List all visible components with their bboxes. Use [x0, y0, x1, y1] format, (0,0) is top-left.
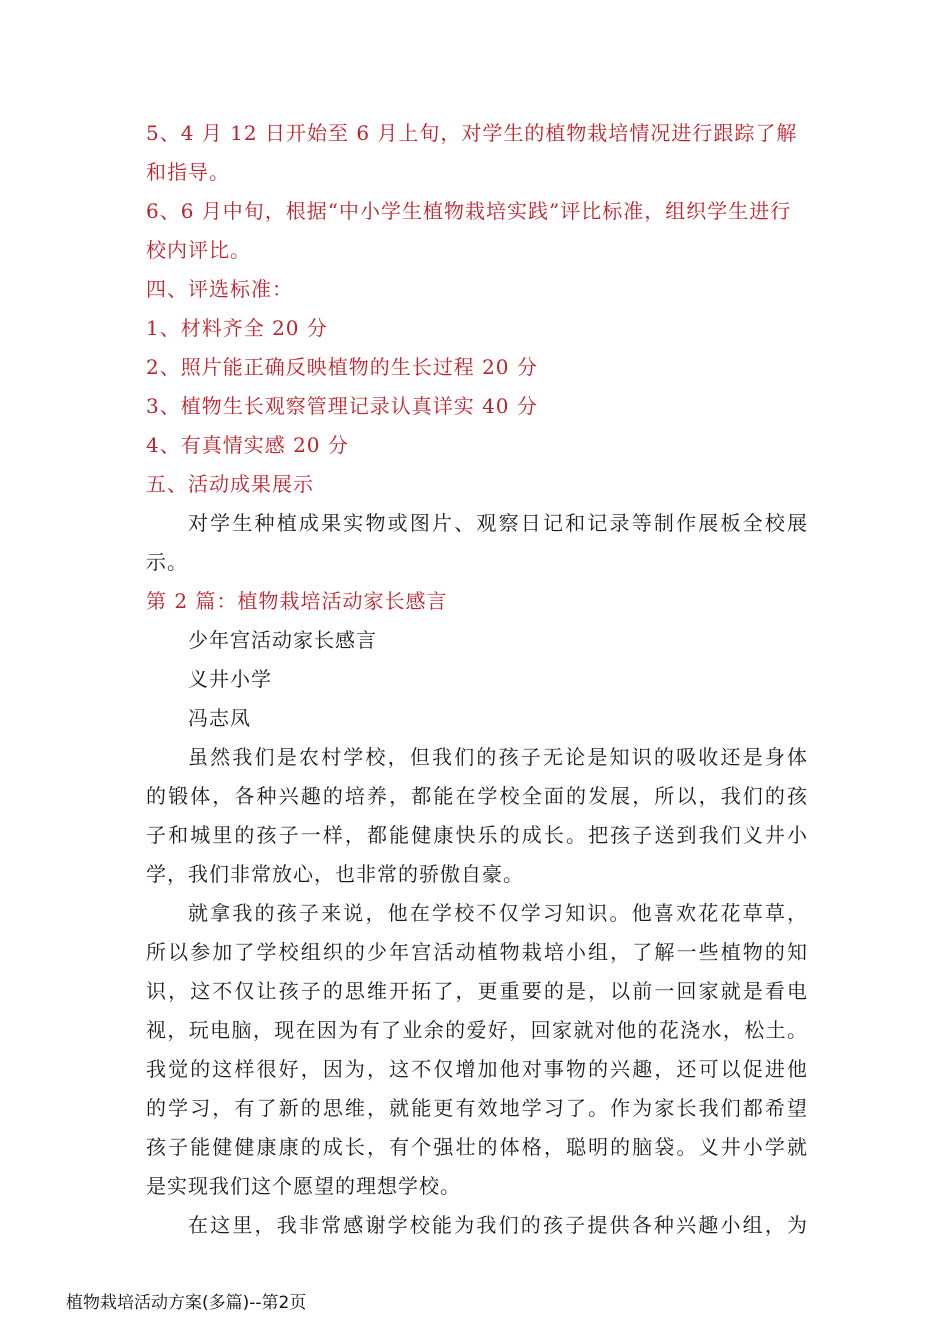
criterion-1: 1、材料齐全 20 分: [146, 316, 328, 340]
paragraph-1: [146, 738, 808, 894]
paragraph-2-line-1: 就拿我的孩子来说，他在学校不仅学习知识。他喜欢花花草草，: [188, 901, 808, 925]
section-4-heading: 四、评选标准：: [146, 277, 293, 301]
paragraph-2-line-7: 孩子能健健康康的成长，有个强壮的体格，聪明的脑袋。义井小学就: [146, 1135, 808, 1159]
paragraph-2-line-4: 视，玩电脑，现在因为有了业余的爱好，回家就对他的花浇水，松土。: [146, 1018, 808, 1042]
section-5-text-line-2: 示。: [146, 550, 188, 574]
paragraph-2: [146, 894, 808, 1206]
paragraph-2-line-2: 所以参加了学校组织的少年宫活动植物栽培小组，了解一些植物的知: [146, 940, 808, 964]
article-2-school: 义井小学: [188, 667, 272, 691]
item-5-line-2: 和指导。: [146, 160, 230, 184]
paragraph-2-line-6: 的学习，有了新的思维，就能更有效地学习了。作为家长我们都希望: [146, 1096, 808, 1120]
section-5-text-line-1: 对学生种植成果实物或图片、观察日记和记录等制作展板全校展: [188, 511, 808, 535]
section-5-heading: 五、活动成果展示: [146, 472, 314, 496]
item-5-line-1: 5、4 月 12 日开始至 6 月上旬，对学生的植物栽培情况进行跟踪了解: [146, 121, 798, 145]
article-2-author: 冯志凤: [188, 706, 251, 730]
paragraph-2-line-8: 是实现我们这个愿望的理想学校。: [146, 1174, 461, 1198]
paragraph-3: [146, 1206, 808, 1245]
criterion-2: 2、照片能正确反映植物的生长过程 20 分: [146, 355, 538, 379]
item-6-line-2: 校内评比。: [146, 238, 251, 262]
article-2-title: 第 2 篇：植物栽培活动家长感言: [146, 589, 448, 613]
criterion-4: 4、有真情实感 20 分: [146, 433, 349, 457]
paragraph-1-line-2: 的锻体，各种兴趣的培养，都能在学校全面的发展，所以，我们的孩: [146, 784, 808, 808]
paragraph-3-line-1: 在这里，我非常感谢学校能为我们的孩子提供各种兴趣小组，为: [188, 1213, 808, 1237]
document-body: [146, 114, 808, 1245]
paragraph-2-line-3: 识，这不仅让孩子的思维开拓了，更重要的是，以前一回家就是看电: [146, 979, 808, 1003]
paragraph-1-line-4: 学，我们非常放心，也非常的骄傲自豪。: [146, 862, 524, 886]
article-2-subtitle: 少年宫活动家长感言: [188, 628, 377, 652]
paragraph-1-line-3: 子和城里的孩子一样，都能健康快乐的成长。把孩子送到我们义井小: [146, 823, 808, 847]
item-6-line-1: 6、6 月中旬，根据“中小学生植物栽培实践”评比标准，组织学生进行: [146, 199, 792, 223]
criterion-3: 3、植物生长观察管理记录认真详实 40 分: [146, 394, 538, 418]
paragraph-1-line-1: 虽然我们是农村学校，但我们的孩子无论是知识的吸收还是身体: [188, 745, 808, 769]
paragraph-2-line-5: 我觉的这样很好，因为，这不仅增加他对事物的兴趣，还可以促进他: [146, 1057, 808, 1081]
page-footer: 植物栽培活动方案(多篇)--第2页: [66, 1293, 307, 1313]
